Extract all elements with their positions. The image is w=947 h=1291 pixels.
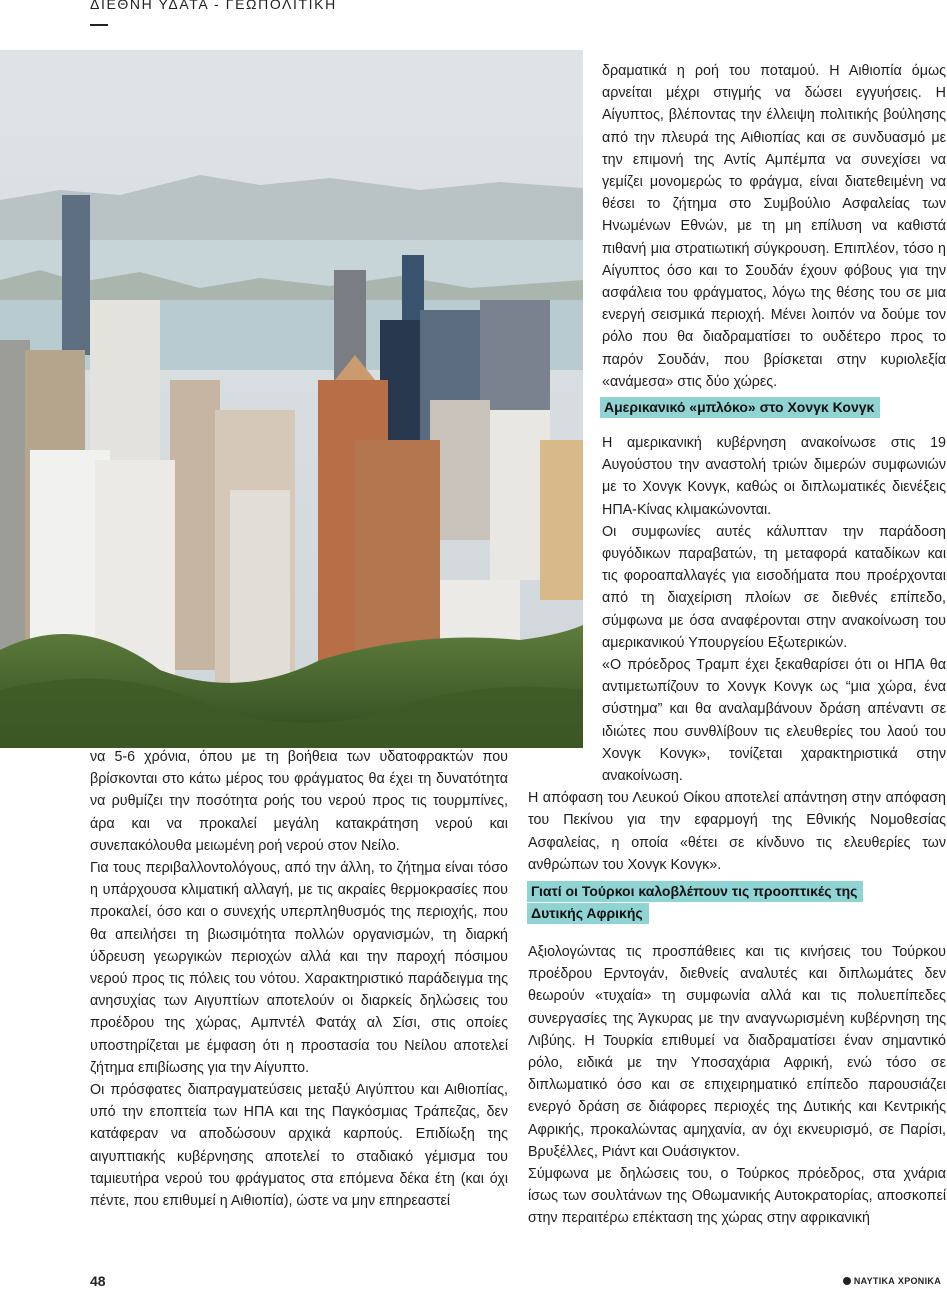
paragraph: να 5-6 χρόνια, όπου με τη βοήθεια των υδατοφρακτών που βρίσκονται στο κάτω μέρος του φράγματος θα έχει τη δυνατότητα να ρυθμίζει την ποσότητα ροής του νερού προς τις τουρμπίνες, άρα και να προκαλεί μεγάλη κατακράτηση νερού και συνεπακόλουθα μειωμένη ροή νερού στον Νείλο.: [90, 749, 508, 854]
paragraph: Η αμερικανική κυβέρνηση ανακοίνωσε στις 19 Αυγούστου την αναστολή τριών διμερών συμφωνιών με το Χονγκ Κονγκ, καθώς οι διπλωματικές διενέξεις ΗΠΑ-Κίνας κλιμακώνονται.: [602, 435, 946, 518]
article-column-right-top: [602, 60, 946, 393]
page-number: 48: [90, 1273, 106, 1289]
paragraph: Οι πρόσφατες διαπραγματεύσεις μεταξύ Αιγύπτου και Αιθιοπίας, υπό την εποπτεία των ΗΠΑ και της Παγκόσμιας Τράπεζας, δεν κατάφεραν να αποδώσουν αρχικά καρπούς. Επιδίωξη της αιγυπτιακής κυβέρνησης αποτελεί το σταδιακό γέμισμα του ταμιευτήρα νερού του φράγματος στα επόμενα δέκα έτη (και όχι πέντε, που επιθυμεί η Αιθιοπία), ώστε να μην επηρεαστεί: [90, 1082, 508, 1210]
heading-text: Γιατί οι Τούρκοι καλοβλέπουν τις προοπτικές της Δυτικής Αφρικής: [527, 881, 863, 924]
magazine-logo-icon: [843, 1277, 851, 1285]
paragraph: Αξιολογώντας τις προσπάθειες και τις κινήσεις του Τούρκου προέδρου Ερντογάν, διεθνείς αναλυτές και διπλωμάτες δεν θεωρούν «τυχαία» τη συμφωνία αλλά και τις πολυεπίπεδες συνεργασίες της Άγκυρας με την αναγνωρισμένη κυβέρνηση της Λιβύης. Η Τουρκία επιθυμεί να διαδραματίσει έναν σημαντικό ρόλο, ειδικά με την Υποσαχάρια Αφρική, ενώ τόσο σε διπλωματικό όσο και σε επιχειρηματικό επίπεδο παρουσιάζει ενεργό δράση σε διάφορες περιοχές της Δυτικής και Κεντρικής Αφρικής, προκαλώντας αμηχανία, αν όχι εκνευρισμό, σε Παρίσι, Βρυξέλλες, Ριάντ και Ουάσιγκτον.: [528, 944, 946, 1160]
section-title: ΔΙΕΘΝΗ ΥΔΑΤΑ - ΓΕΩΠΟΛΙΤΙΚΗ: [90, 0, 337, 12]
section-heading-hong-kong: [600, 397, 880, 418]
article-column-left-bottom: [90, 746, 508, 1212]
paragraph: Σύμφωνα με δηλώσεις του, ο Τούρκος πρόεδρος, στα χνάρια ίσως των σουλτάνων της Οθωμανικής Αυτοκρατορίας, αποσκοπεί στην περαιτέρω επέκταση της χώρας στην αφρικανική: [528, 1166, 946, 1227]
article-column-right-bottom: [528, 941, 946, 1230]
section-divider: [90, 24, 108, 26]
paragraph: Η απόφαση του Λευκού Οίκου αποτελεί απάντηση στην απόφαση του Πεκίνου για την εφαρμογή της Εθνικής Νομοθεσίας Ασφαλείας, η οποία «θέτει σε κίνδυνο τις ελευθερίες των ανθρώπων του Χονγκ Κονγκ».: [528, 790, 946, 873]
paragraph: δραματικά η ροή του ποταμού. Η Αιθιοπία όμως αρνείται μέχρι στιγμής να δώσει εγγυήσεις. Η Αίγυπτος, βλέποντας την έλλειψη πολιτικής βούλησης από την πλευρά της Αιθιοπίας και σε συνδυασμό με την επιμονή της Αντίς Αμπέμπα να συνεχίσει να γεμίζει μονομερώς το φράγμα, είναι διατεθειμένη να θέσει το ζήτημα στο Συμβούλιο Ασφαλείας των Ηνωμένων Εθνών, με τη μη επίλυση να καθιστά πιθανή μια στρατιωτική σύγκρουση. Επιπλέον, τόσο η Αίγυπτος όσο και το Σουδάν έχουν φόβους για την ασφάλεια του φράγματος, λόγω της θέσης του σε μια ενεργή σεισμικά περιοχή. Μένει λοιπόν να δούμε τον ρόλο που θα διαδραματίσει το ουδέτερο προς το παρόν Σουδάν, που βρίσκεται στην κυριολεξία «ανάμεσα» στις δύο χώρες.: [602, 63, 946, 390]
paragraph: Οι συμφωνίες αυτές κάλυπταν την παράδοση φυγόδικων παραβατών, τη μεταφορά καταδίκων και τις φοροαπαλλαγές για εισοδήματα που προέρχονται από τη διαχείριση πλοίων σε διεθνές επίπεδο, σύμφωνα με όσα αναφέρονται στην ανακοίνωση του αμερικανικού Υπουργείου Εξωτερικών.: [602, 523, 946, 651]
article-column-right-middle: [528, 432, 946, 876]
paragraph: «Ο πρόεδρος Τραμπ έχει ξεκαθαρίσει ότι οι ΗΠΑ θα αντιμετωπίζουν το Χονγκ Κονγκ ως “μια χώρα, ένα σύστημα” και θα αναλαμβάνουν δράση απέναντι σε ιδιώτες που συνθλίβουν τις ελευθερίες του λαού του Χονγκ Κονγκ», τονίζεται χαρακτηριστικά στην ανακοίνωση.: [602, 657, 946, 785]
section-heading-turkey-africa: [527, 880, 907, 924]
magazine-title: ΝΑΥΤΙΚΑ ΧΡΟΝΙΚΑ: [853, 1276, 941, 1286]
heading-text: Αμερικανικό «μπλόκο» στο Χονγκ Κονγκ: [600, 397, 880, 418]
paragraph: Για τους περιβαλλοντολόγους, από την άλλη, το ζήτημα είναι τόσο η υπάρχουσα κλιματική αλλαγή, με τις ακραίες θερμοκρασίες που προκαλεί, όσο και ο συνεχής υπερπληθυσμός της περιοχής, που θα απειλήσει τη βιωσιμότητα πολλών οργανισμών, τη διαρκή ύδρευση γεωργικών περιοχών αλλά και την παροχή πόσιμου νερού προς τις πόλεις του νότου. Χαρακτηριστικό παράδειγμα της ανησυχίας των Αιγυπτίων αποτελούν οι διαρκείς δηλώσεις του προέδρου της χώρας, Αμπντέλ Φατάχ αλ Σίσι, στις οποίες υποστηρίζεται με έμφαση ότι η προστασία του Νείλου αποτελεί ζήτημα επιβίωσης για την Αίγυπτο.: [90, 860, 508, 1076]
magazine-name: [843, 1276, 941, 1286]
hong-kong-skyline-photo: [0, 50, 583, 748]
